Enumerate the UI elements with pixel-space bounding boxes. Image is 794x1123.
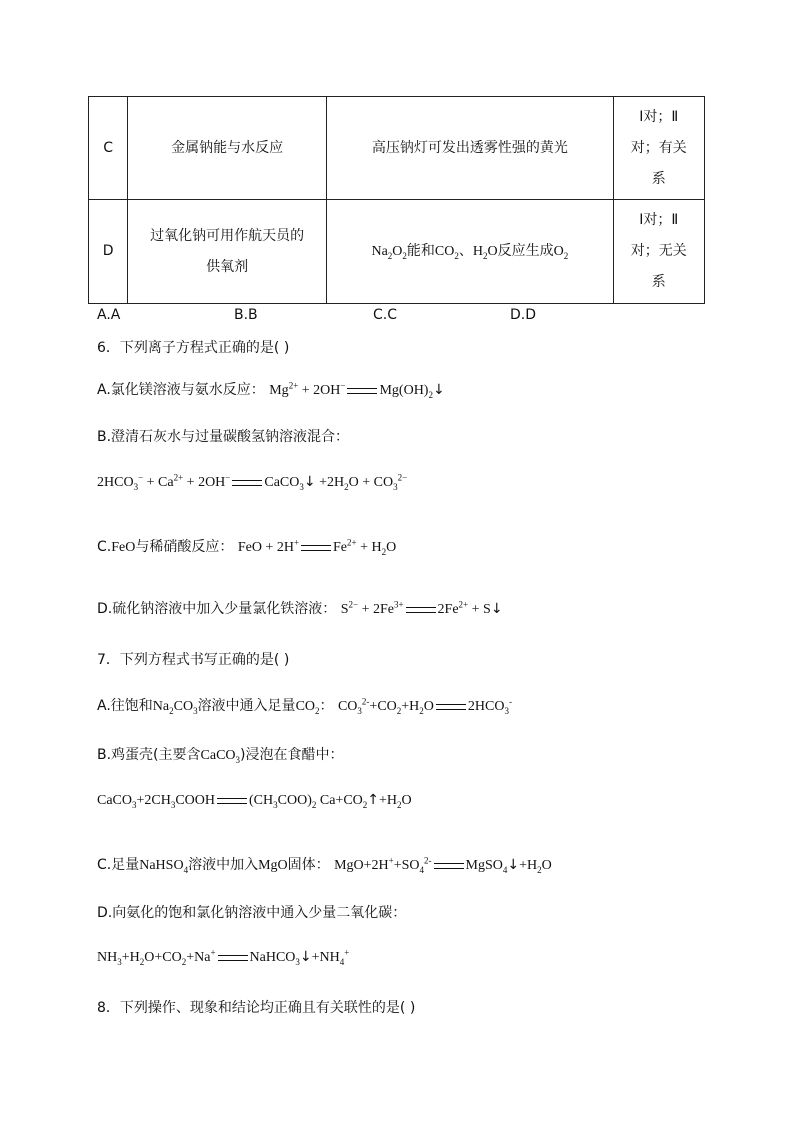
q7-option-d[interactable]: D.向氨化的饱和氯化钠溶液中通入少量二氧化碳：	[97, 905, 407, 921]
options-table	[88, 96, 705, 304]
statement-2: $Na_2O_2$能和$CO_2$、$H_2O$反应生成$O_2$	[327, 200, 613, 304]
table-row	[89, 97, 705, 200]
statement-1: 过氧化钠可用作航天员的 供氧剂	[128, 200, 327, 304]
q6-option-b-equation: $2HCO_3^- + Ca^{2+} + 2OH^-$ CaCO$_3$↓ $+2H_2O + CO_3^{2-}$	[97, 472, 408, 492]
equation: $Mg^{2+} + 2OH^-$ $Mg(OH)_2↓$	[269, 380, 445, 400]
q8-stem: 8．下列操作、现象和结论均正确且有关联性的是( )	[97, 1000, 416, 1016]
q7-stem: 7．下列方程式书写正确的是( )	[97, 652, 290, 668]
q7-option-b[interactable]: B.鸡蛋壳(主要含CaCO$_3$)浸泡在食醋中：	[97, 747, 344, 765]
q7-option-d-equation: $NH_3+H_2O+CO_2+Na^+$ $NaHCO_3↓+NH_4^+$	[97, 947, 350, 967]
q6-option-b[interactable]: B.澄清石灰水与过量碳酸氢钠溶液混合：	[97, 429, 350, 445]
q6-option-a[interactable]: A.氯化镁溶液与氨水反应： $Mg^{2+} + 2OH^-$ $Mg(OH)_2↓$	[97, 380, 445, 400]
choice-b[interactable]: B.B	[234, 307, 258, 323]
q7-option-c[interactable]: C.足量NaHSO$_4$溶液中加入MgO固体： $MgO+2H^++SO_4^{2-}$ $MgSO_4↓+H_2O$	[97, 855, 552, 875]
formula: $Na_2O_2$	[371, 244, 407, 261]
row-label: C	[89, 97, 128, 200]
q7-option-a[interactable]: A.往饱和$Na_2CO_3$溶液中通入足量$CO_2$： $CO_3^{2-}+CO_2+H_2O$ $2HCO_3^-$	[97, 696, 512, 716]
judgement: Ⅰ对；Ⅱ 对；无关 系	[613, 200, 704, 304]
q6-option-d[interactable]: D.硫化钠溶液中加入少量氯化铁溶液： $S^{2-} + 2Fe^{3+}$ $2Fe^{2+}$ + S↓	[97, 599, 503, 617]
q6-option-c[interactable]: C.FeO与稀硝酸反应： FeO + 2H+ $Fe^{2+} + H_2O$	[97, 537, 397, 557]
row-label: D	[89, 200, 128, 304]
table-row	[89, 200, 705, 304]
statement-2: 高压钠灯可发出透雾性强的黄光	[327, 97, 613, 200]
q5-choices	[97, 307, 597, 325]
equation: $S^{2-} + 2Fe^{3+}$ $2Fe^{2+}$ + S↓	[340, 599, 503, 617]
q6-stem: 6．下列离子方程式正确的是( )	[97, 340, 290, 356]
equation: $MgO+2H^++SO_4^{2-}$ $MgSO_4↓+H_2O$	[334, 855, 552, 875]
statement-1: 金属钠能与水反应	[128, 97, 327, 200]
choice-a[interactable]: A.A	[97, 307, 121, 323]
equation: $CO_3^{2-}+CO_2+H_2O$ $2HCO_3^-$	[337, 696, 512, 716]
equation: FeO + 2H+ $Fe^{2+} + H_2O$	[237, 537, 397, 557]
choice-c[interactable]: C.C	[373, 307, 398, 323]
judgement: Ⅰ对；Ⅱ 对；有关 系	[613, 97, 704, 200]
choice-d[interactable]: D.D	[510, 307, 537, 323]
q7-option-b-equation: $CaCO_3+2CH_3COOH$ $(CH_3COO)_2$ $Ca+CO_2↑+H_2O$	[97, 792, 412, 810]
